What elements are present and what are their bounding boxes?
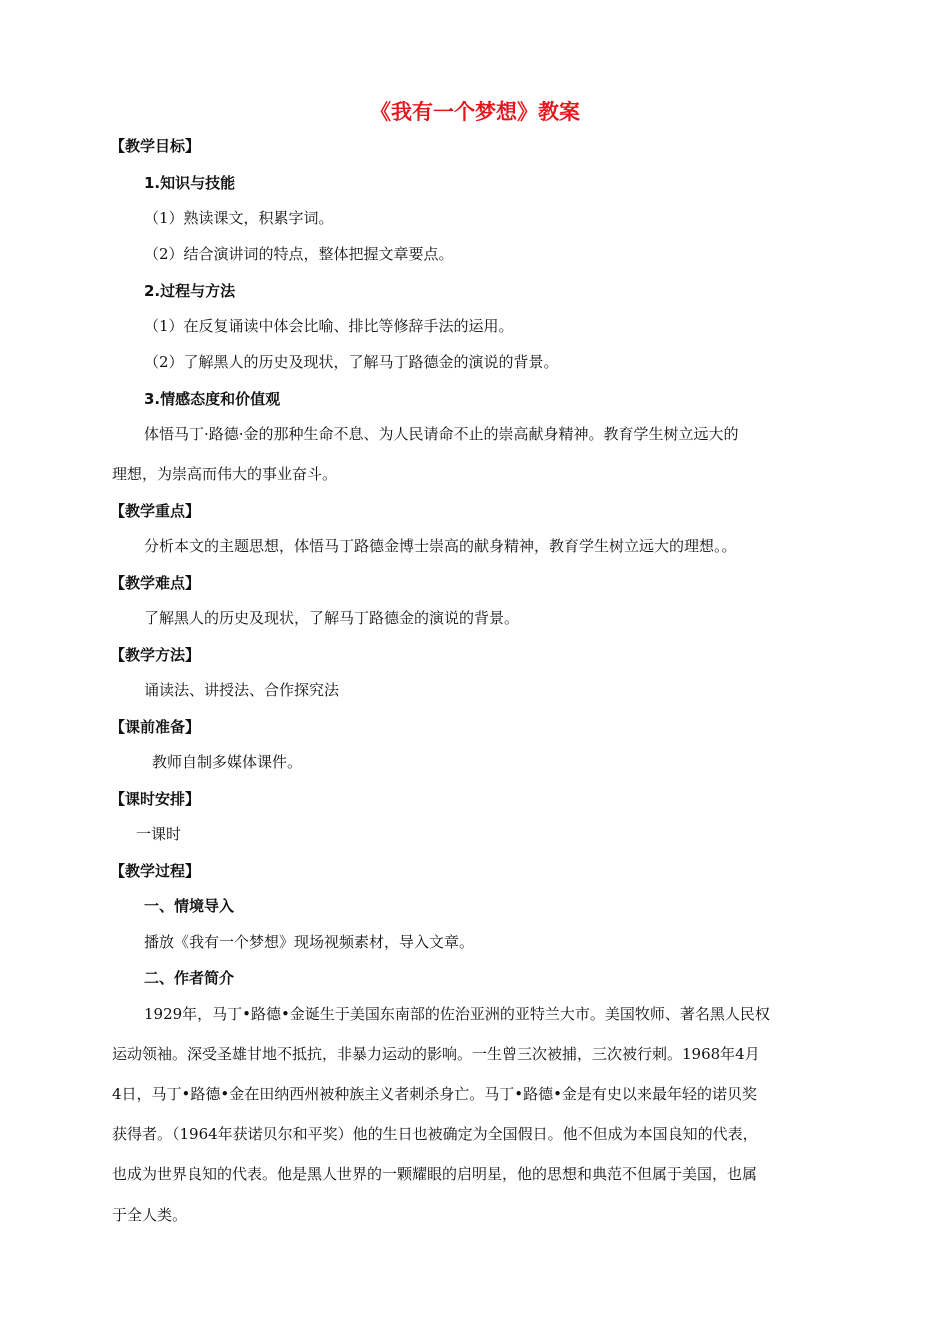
- subheading-knowledge-skills: 1.知识与技能: [144, 174, 236, 192]
- paragraph-line: 4日，马丁•路德•金在田纳西州被种族主义者刺杀身亡。马丁•路德•金是有史以来最年轻的诺贝奖: [112, 1085, 757, 1103]
- paragraph-line: 获得者。（1964年获诺贝尔和平奖）他的生日也被确定为全国假日。他不但成为本国良知的代表，: [112, 1125, 758, 1143]
- paragraph-line: 于全人类。: [112, 1206, 188, 1224]
- document-title: 《我有一个梦想》教案: [370, 100, 580, 124]
- schedule-text: 一课时: [136, 825, 182, 843]
- paragraph-line: 1929年，马丁•路德•金诞生于美国东南部的佐治亚洲的亚特兰大市。美国牧师、著名黑人民权: [144, 1005, 770, 1023]
- heading-process: 【教学过程】: [110, 862, 201, 880]
- paragraph-line: 也成为世界良知的代表。他是黑人世界的一颗耀眼的启明星，他的思想和典范不但属于美国，也属: [112, 1165, 758, 1183]
- subheading-attitude-values: 3.情感态度和价值观: [144, 390, 281, 408]
- paragraph-line: 理想，为崇高而伟大的事业奋斗。: [112, 465, 338, 483]
- paragraph-line: 运动领袖。深受圣雄甘地不抵抗，非暴力运动的影响。一生曾三次被捕，三次被行刺。1968年4月: [112, 1045, 760, 1063]
- preparation-text: 教师自制多媒体课件。: [152, 753, 303, 771]
- objective-item: （1）在反复诵读中体会比喻、排比等修辞手法的运用。: [144, 317, 514, 335]
- key-points-text: 分析本文的主题思想，体悟马丁路德金博士崇高的献身精神，教育学生树立远大的理想。。: [144, 537, 737, 555]
- objective-item: （2）结合演讲词的特点，整体把握文章要点。: [144, 245, 454, 263]
- subheading-situation-intro: 一、情境导入: [144, 897, 235, 915]
- paragraph-line: 体悟马丁·路德·金的那种生命不息、为人民请命不止的崇高献身精神。教育学生树立远大的: [144, 425, 739, 443]
- step1-text: 播放《我有一个梦想》现场视频素材，导入文章。: [144, 933, 475, 951]
- objective-item: （1）熟读课文，积累字词。: [144, 209, 334, 227]
- subheading-process-methods: 2.过程与方法: [144, 282, 236, 300]
- methods-text: 诵读法、讲授法、合作探究法: [144, 681, 340, 699]
- heading-schedule: 【课时安排】: [110, 790, 201, 808]
- heading-key-points: 【教学重点】: [110, 502, 201, 520]
- heading-preparation: 【课前准备】: [110, 718, 201, 736]
- subheading-author-intro: 二、作者简介: [144, 969, 235, 987]
- heading-objectives: 【教学目标】: [110, 137, 201, 155]
- heading-methods: 【教学方法】: [110, 646, 201, 664]
- difficulties-text: 了解黑人的历史及现状，了解马丁路德金的演说的背景。: [144, 609, 520, 627]
- objective-item: （2）了解黑人的历史及现状，了解马丁路德金的演说的背景。: [144, 353, 559, 371]
- heading-difficulties: 【教学难点】: [110, 574, 201, 592]
